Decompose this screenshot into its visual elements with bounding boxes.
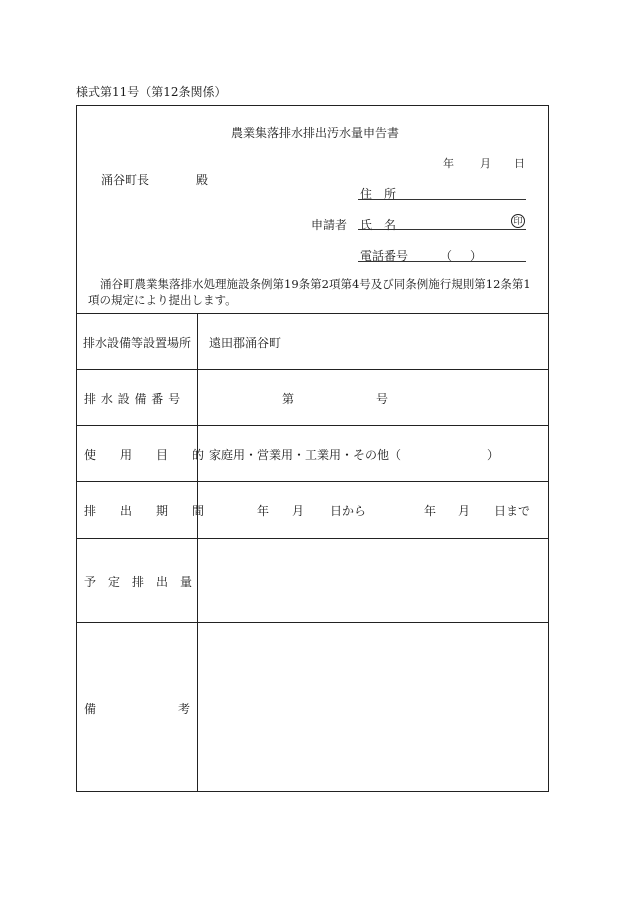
- period-from-month: 月: [292, 504, 305, 518]
- form-number: 様式第11号（第12条関係）: [76, 85, 227, 99]
- period-from-year: 年: [257, 504, 270, 518]
- equipment-number-label: 排 水 設 備 番 号: [84, 392, 181, 406]
- phone-label: 電話番号: [360, 249, 409, 263]
- column-divider: [197, 313, 198, 792]
- statement-text: 涌谷町農業集落排水処理施設条例第19条第2項第4号及び同条例施行規則第12条第1項の規定により提出します。: [88, 277, 531, 307]
- date-year: 年: [443, 157, 454, 170]
- row-divider: [76, 369, 549, 370]
- applicant-label: 申請者: [311, 218, 348, 232]
- row-divider: [76, 622, 549, 623]
- address-label: 住 所: [360, 187, 397, 201]
- period-to-year: 年: [424, 504, 437, 518]
- name-label: 氏 名: [360, 218, 397, 232]
- row-divider: [76, 538, 549, 539]
- remarks-label-right: 考: [178, 702, 191, 716]
- seal-mark: 印: [511, 214, 525, 228]
- form-title: 農業集落排水排出汚水量申告書: [231, 126, 400, 140]
- purpose-options: 家庭用・営業用・工業用・その他（: [209, 448, 402, 462]
- period-to-month: 月: [458, 504, 471, 518]
- row-divider: [76, 425, 549, 426]
- amount-label: 予 定 排 出 量: [84, 575, 193, 589]
- phone-underline: [358, 261, 526, 262]
- purpose-close: ）: [487, 448, 500, 462]
- addressee-honorific: 殿: [196, 173, 209, 187]
- remarks-label-left: 備: [84, 702, 97, 716]
- period-to-day: 日まで: [494, 504, 531, 518]
- period-label: 排 出 期 間: [84, 504, 205, 518]
- equipment-number-prefix: 第: [282, 392, 295, 406]
- name-underline: [358, 229, 526, 230]
- row-divider: [76, 481, 549, 482]
- period-from-day: 日から: [330, 504, 367, 518]
- date-month: 月: [480, 157, 491, 170]
- addressee-name: 涌谷町長: [101, 173, 150, 187]
- phone-paren-close: ）: [470, 249, 483, 263]
- equipment-number-suffix: 号: [376, 392, 389, 406]
- purpose-label: 使 用 目 的: [84, 448, 205, 462]
- address-underline: [358, 199, 526, 200]
- date-day: 日: [514, 157, 525, 170]
- location-value: 遠田郡涌谷町: [209, 336, 282, 350]
- phone-paren-open: （: [440, 249, 453, 263]
- location-label: 排水設備等設置場所: [83, 336, 192, 350]
- table-top-line: [76, 313, 549, 314]
